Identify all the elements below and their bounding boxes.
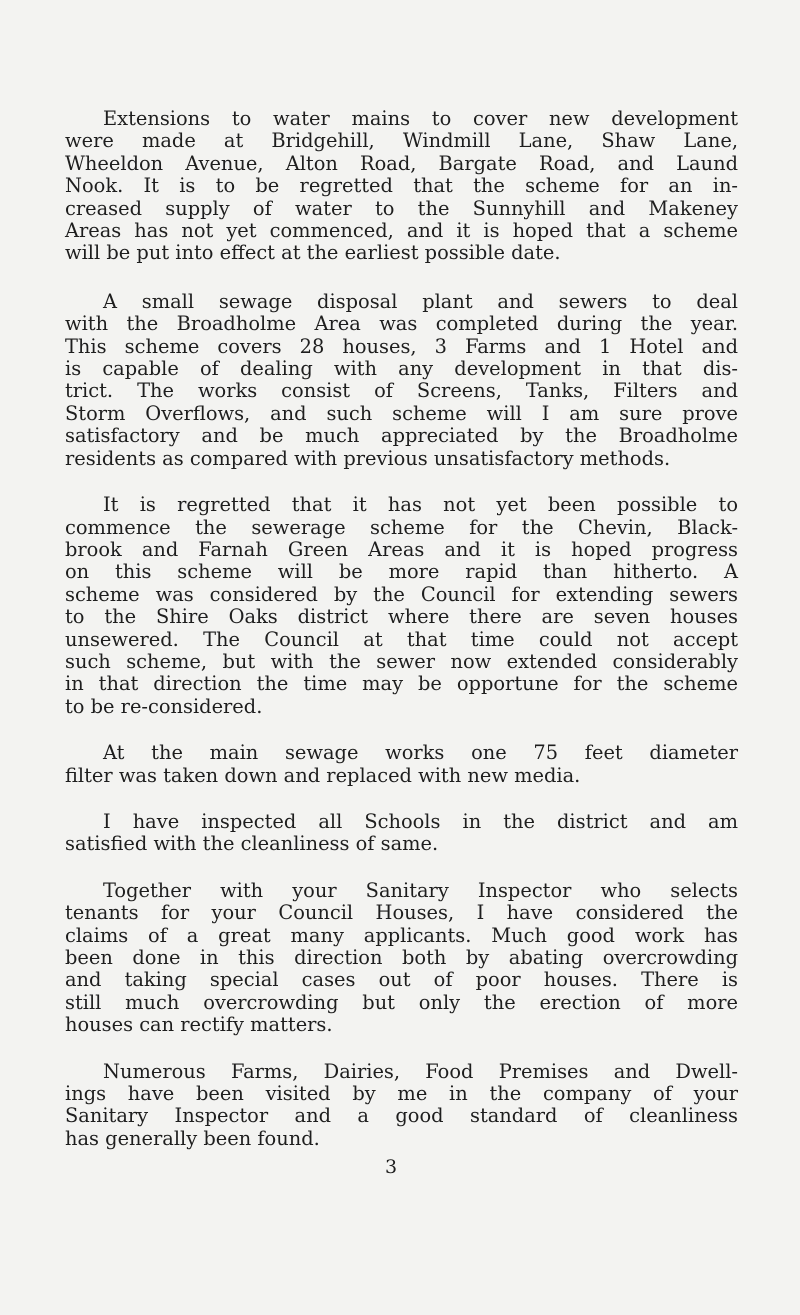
text-line: At the main sewage works one 75 feet diameter xyxy=(103,741,738,765)
text-line: A small sewage disposal plant and sewers to deal xyxy=(103,289,738,313)
text-line: in that direction the time may be opportune for the scheme xyxy=(65,672,738,696)
text-line: It is regretted that it has not yet been possible to xyxy=(103,493,738,517)
text-line: Sanitary Inspector and a good standard of cleanliness xyxy=(65,1104,738,1128)
text-line: to the Shire Oaks district where there are seven houses xyxy=(65,605,738,629)
text-line: and taking special cases out of poor houses. There is xyxy=(65,968,738,992)
text-line: to be re-considered. xyxy=(65,694,263,718)
text-line: commence the sewerage scheme for the Chevin, Black- xyxy=(65,515,738,539)
text-line: Numerous Farms, Dairies, Food Premises and Dwell- xyxy=(103,1059,738,1083)
text-line: Wheeldon Avenue, Alton Road, Bargate Road, and Laund xyxy=(65,151,738,175)
paragraph-schools xyxy=(65,811,738,856)
text-line: Nook. It is to be regretted that the scheme for an in- xyxy=(65,174,738,198)
text-line: satisfied with the cleanliness of same. xyxy=(65,832,439,856)
text-line: Extensions to water mains to cover new development xyxy=(103,107,738,130)
paragraph-water-mains xyxy=(65,108,738,265)
paragraph-sewerage-scheme xyxy=(65,494,738,718)
paragraph-council-houses xyxy=(65,880,738,1037)
text-line: This scheme covers 28 houses, 3 Farms and 1 Hotel and xyxy=(65,334,738,358)
document-page xyxy=(65,108,738,1172)
paragraph-farms-dairies xyxy=(65,1061,738,1151)
text-line: I have inspected all Schools in the district and am xyxy=(103,809,738,833)
page-number: 3 xyxy=(385,1156,398,1178)
text-line: houses can rectify matters. xyxy=(65,1013,333,1037)
paragraph-sewage-plant xyxy=(65,291,738,470)
text-line: is capable of dealing with any development in that dis- xyxy=(65,357,738,381)
text-line: will be put into effect at the earliest possible date. xyxy=(65,241,561,265)
text-line: trict. The works consist of Screens, Tanks, Filters and xyxy=(65,379,738,403)
text-line: tenants for your Council Houses, I have considered the xyxy=(65,901,738,925)
text-line: has generally been found. xyxy=(65,1126,320,1150)
text-line: satisfactory and be much appreciated by the Broadholme xyxy=(65,424,738,448)
paragraph-sewage-works xyxy=(65,742,738,787)
text-line: filter was taken down and replaced with new media. xyxy=(65,763,581,787)
text-line: scheme was considered by the Council for extending sewers xyxy=(65,582,738,606)
text-line: claims of a great many applicants. Much good work has xyxy=(65,923,738,947)
text-line: Areas has not yet commenced, and it is hoped that a scheme xyxy=(65,219,738,243)
text-line: brook and Farnah Green Areas and it is hoped progress xyxy=(65,537,738,561)
text-line: unsewered. The Council at that time could not accept xyxy=(65,627,738,651)
text-line: Storm Overflows, and such scheme will I am sure prove xyxy=(65,401,738,425)
text-line: with the Broadholme Area was completed during the year. xyxy=(65,312,738,336)
text-line: on this scheme will be more rapid than hitherto. A xyxy=(65,560,738,584)
text-line: been done in this direction both by abating overcrowding xyxy=(65,946,738,969)
text-line: such scheme, but with the sewer now extended considerably xyxy=(65,649,738,673)
text-line: creased supply of water to the Sunnyhill and Makeney xyxy=(65,196,738,220)
text-line: ings have been visited by me in the company of your xyxy=(65,1082,738,1106)
text-line: were made at Bridgehill, Windmill Lane, Shaw Lane, xyxy=(65,129,738,153)
text-line: still much overcrowding but only the erection of more xyxy=(65,990,738,1014)
text-line: Together with your Sanitary Inspector who selects xyxy=(103,878,738,902)
text-line: residents as compared with previous unsatisfactory methods. xyxy=(65,446,671,470)
